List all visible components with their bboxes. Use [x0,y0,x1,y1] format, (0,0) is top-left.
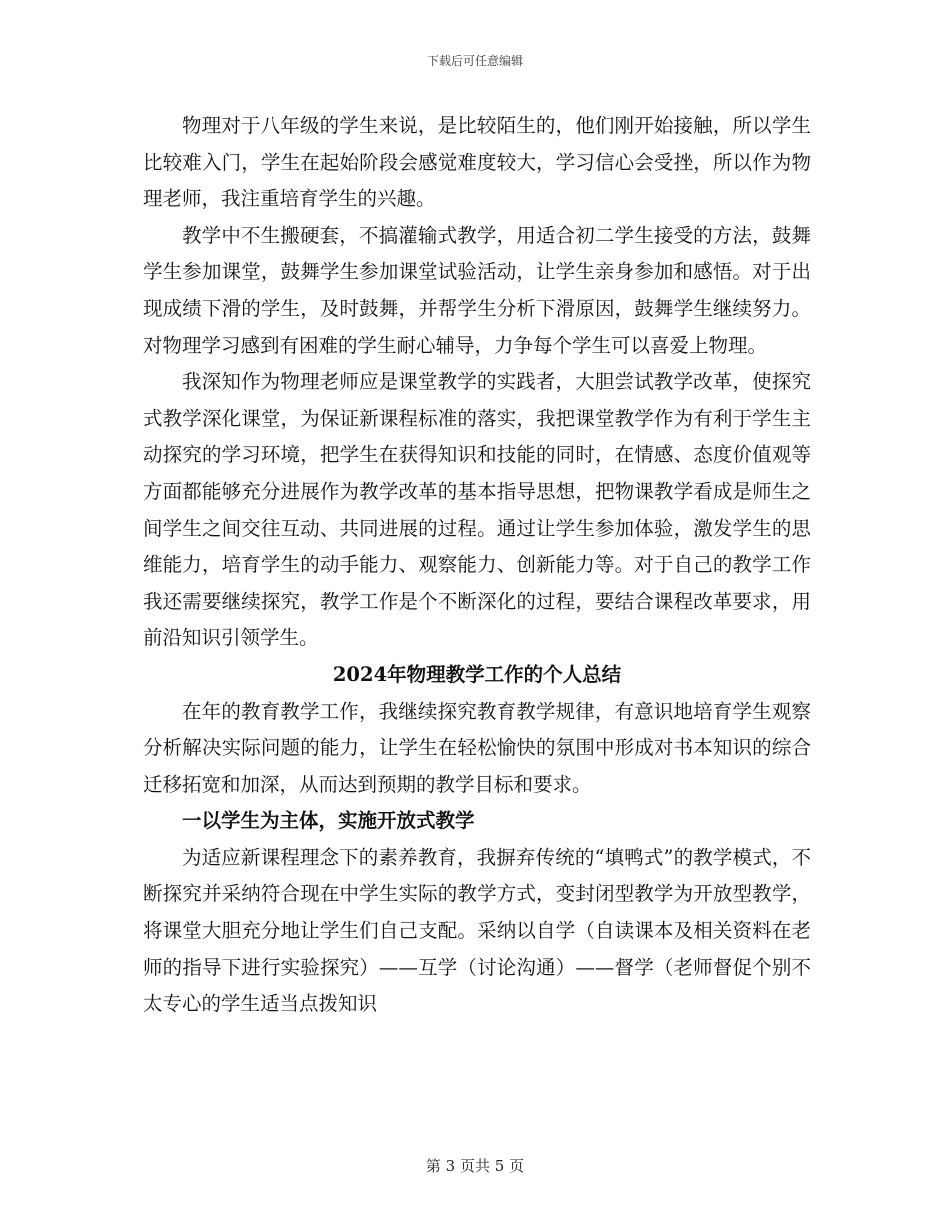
paragraph-reform: 我深知作为物理老师应是课堂教学的实践者，大胆尝试教学改革，使探究式教学深化课堂，为保证新课程标准的落实，我把课堂教学作为有利于学生主动探究的学习环境，把学生在获得知识和技能的同时，在情感、态度价值观等方面都能够充分进展作为教学改革的基本指导思想，把物课教学看成是师生之间学生之间交往互动、共同进展的过程。通过让学生参加体验，激发学生的思维能力，培育学生的动手能力、观察能力、创新能力等。对于自己的教学工作我还需要继续探究，教学工作是个不断深化的过程，要结合课程改革要求，用前沿知识引领学生。 [143,370,811,650]
paragraph-teaching-method: 教学中不生搬硬套，不搞灌输式教学，用适合初二学生接受的方法，鼓舞学生参加课堂，鼓舞学生参加课堂试验活动，让学生亲身参加和感悟。对于出现成绩下滑的学生，及时鼓舞，并帮学生分析下滑原因，鼓舞学生继续努力。对物理学习感到有困难的学生耐心辅导，力争每个学生可以喜爱上物理。 [143,223,811,357]
paragraph-intro: 在年的教育教学工作，我继续探究教育教学规律，有意识地培育学生观察分析解决实际问题的能力，让学生在轻松愉快的氛围中形成对书本知识的综合迁移拓宽和加深，从而达到预期的教学目标和要求。 [143,699,811,796]
page-header: 下载后可任意编辑 [426,54,523,68]
section-heading: 一以学生为主体，实施开放式教学 [182,809,475,833]
document-body [143,108,811,1023]
paragraph-interest: 物理对于八年级的学生来说，是比较陌生的，他们刚开始接触，所以学生比较难入门，学生在起始阶段会感觉难度较大，学习信心会受挫，所以作为物理老师，我注重培育学生的兴趣。 [143,114,811,211]
paragraph-section: 为适应新课程理念下的素养教育，我摒弃传统的“填鸭式”的教学模式，不断探究并采纳符合现在中学生实际的教学方式，变封闭型教学为开放型教学，将课堂大胆充分地让学生们自己支配。采纳以自学（自读课本及相关资料在老师的指导下进行实验探究）——互学（讨论沟通）——督学（老师督促个别不太专心的学生适当点拨知识 [143,845,811,1016]
page-footer: 第 3 页共 5 页 [425,1157,525,1175]
document-title: 2024年物理教学工作的个人总结 [332,662,622,686]
